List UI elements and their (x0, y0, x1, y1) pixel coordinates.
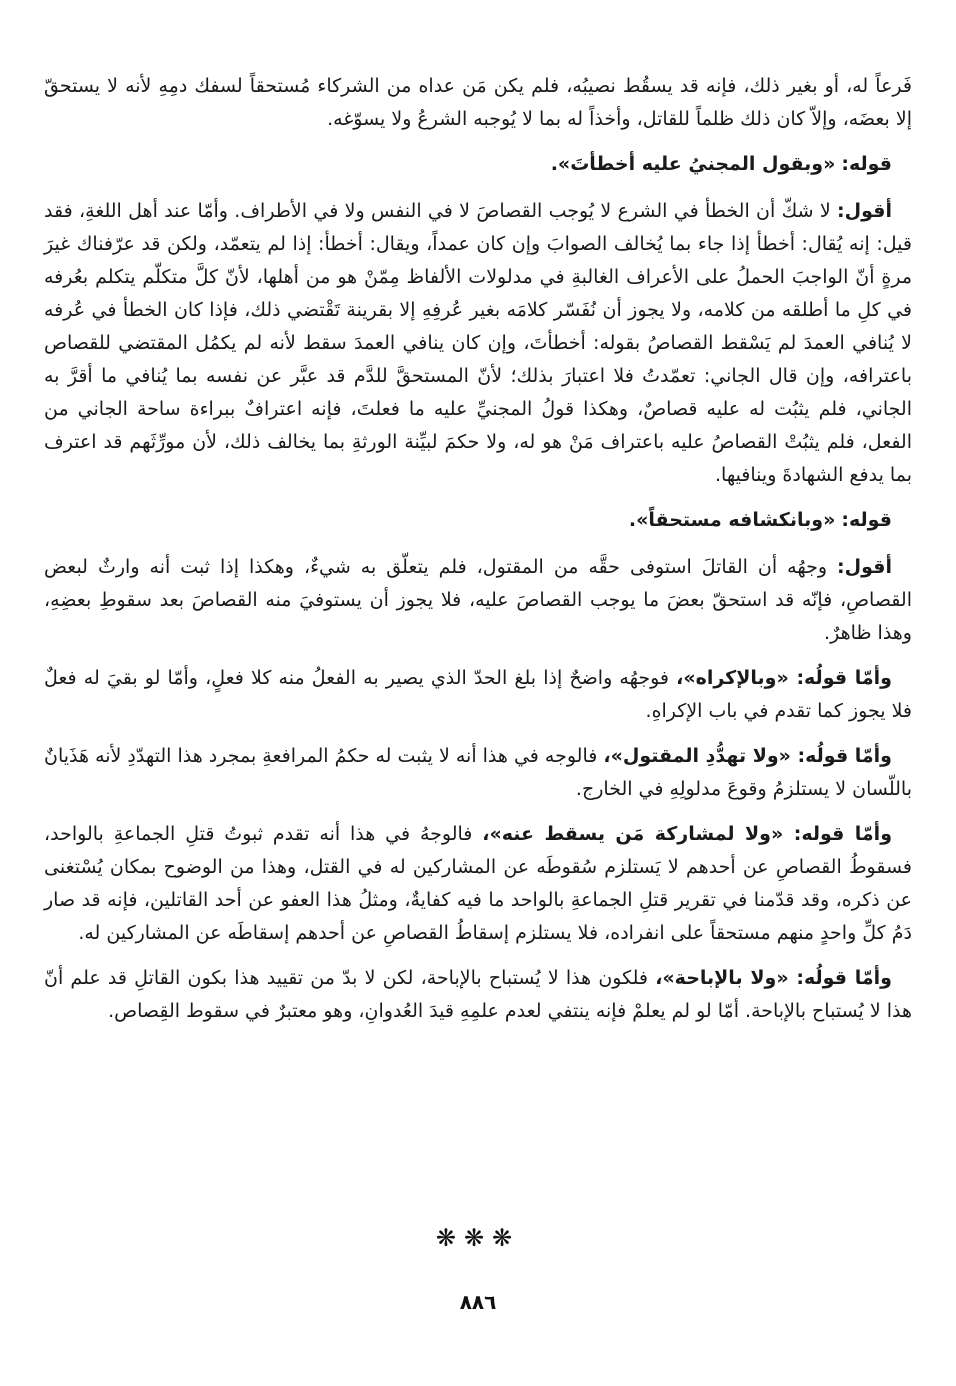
paragraph-quote: «ولا لمشاركة مَن يسقط عنه»، (482, 823, 794, 845)
paragraph-commentary-1 (44, 195, 912, 492)
paragraph-lead: وأمّا قولُه: (796, 967, 892, 989)
heading-quote: «وبانكشافه مستحقاً». (628, 509, 836, 531)
paragraph-quote: «ولا بالإباحة»، (655, 967, 797, 989)
paragraph-musharaka (44, 818, 912, 950)
paragraph-lead: وأمّا قولُه: (797, 745, 892, 767)
heading-quote: «وبقول المجنيُ عليه أخطأتَ». (550, 153, 836, 175)
paragraph-body: فوجهُه واضحٌ إذا بلغ الحدّ الذي يصير به الفعلُ منه كلا فعلٍ، وأمّا لو بقيَ له فعلٌ فلا يجوز كما تقدم في باب الإكراهِ. (44, 667, 912, 722)
ornament-divider: ❋❋❋ (435, 1224, 521, 1252)
page-text (44, 70, 912, 1040)
page-number: ٨٨٦ (459, 1290, 497, 1314)
paragraph-continuation (44, 70, 912, 136)
paragraph-ikrah (44, 662, 912, 728)
paragraph-body: فَرعاً له، أو بغير ذلك، فإنه قد يسقُط نصيبُه، فلم يكن مَن عداه من الشركاء مُستحقاً لسفك دمِهِ لأنه لا يستحقّ إلا بعضَه، وإلاّ كان ذلك ظلماً للقاتل، وأخذاً له بما لا يُوجبه الشرعُ ولا يسوّغه. (44, 75, 912, 130)
paragraph-lead: أقول: (837, 200, 892, 222)
paragraph-lead: أقول: (837, 556, 892, 578)
paragraph-quote: «ولا تهدُّدِ المقتول»، (603, 745, 798, 767)
paragraph-body: وجهُه أن القاتلَ استوفى حقَّه من المقتول، فلم يتعلّق به شيءٌ، وهكذا إذا ثبت أنه وارثٌ لبعض القصاصِ، فإنّه قد استحقّ بعضَ ما يوجب القصاصَ عليه، فلا يجوز أن يستوفيَ منه القصاصَ بعد سقوطِ بعضِهِ، وهذا ظاهرٌ. (44, 556, 912, 644)
paragraph-body: فالوجهُ في هذا أنه تقدم ثبوتُ قتلِ الجماعةِ بالواحد، فسقوطُ القصاصِ عن أحدهم لا يَستلزم سُقوطَه عن المشاركين له في القتل، وهذا من الوضوح بمكان يُسْتغنى عن ذكره، وقد قدّمنا في تقرير قتلِ الجماعةِ بالواحد ما فيه كفايةٌ، ومثلُ هذا العفو عن أحد القاتلين، فإنه قد صار دَمُ كلِّ واحدٍ منهم مستحقاً على انفراده، فلا يستلزم إسقاطُ القصاصِ عن أحدهم إسقاطَه عن المشاركين له. (44, 823, 912, 944)
heading-label: قوله: (841, 153, 892, 175)
paragraph-ibaha (44, 962, 912, 1028)
paragraph-lead: وأمّا قوله: (793, 823, 892, 845)
paragraph-commentary-2 (44, 551, 912, 650)
paragraph-lead: وأمّا قولُه: (796, 667, 892, 689)
paragraph-body: فلكون هذا لا يُستباح بالإباحة، لكن لا بدّ من تقييد هذا بكون القاتلِ قد علم أنّ هذا لا يُستباح بالإباحة. أمّا لو لم يعلمْ فإنه ينتفي لعدم علمِهِ قيدَ العُدوانِ، وهو معتبرٌ في سقوط القِصاص. (44, 967, 912, 1022)
heading-label: قوله: (841, 509, 892, 531)
paragraph-quote: «وبالإكراه»، (676, 667, 797, 689)
section-heading-1 (44, 148, 912, 181)
paragraph-body: لا شكّ أن الخطأ في الشرع لا يُوجب القصاصَ لا في النفس ولا في الأطراف. وأمّا عند أهل اللغةِ، فقد قيل: إنه يُقال: أخطأ إذا جاء بما يُخالف الصوابَ وإن كان عمداً، ويقال: أخطأ: إذا لم يتعمّد، ولكن قد عرّفناك غيرَ مرةٍ أنّ الواجبَ الحملُ على الأعراف الغالبةِ في مدلولات الألفاظ مِمّنْ هو من أهلها، لأنّ كلَّ متكلّم يتكلم بعُرفه في كلِ ما أطلقه من كلامه، ولا يجوز أن نُفَسّر كلامَه بغير عُرفِهِ إلا بقرينة تَقْتضي ذلك، فإذا كان الخطأ في عُرفه لا يُنافي العمدَ لم يَسْقط القصاصُ بقوله: أخطأتَ، وإن كان ينافي العمدَ سقط لأنه لم يكمُل المقتضي للقصاص باعترافه، وإن قال الجاني: تعمّدتُ فلا اعتبارَ بذلك؛ لأنّ المستحقَّ للدَّم قد عبَّر عن نفسه بما يُنافي ما أقرَّ به الجاني، فلم يثبُت له عليه قصاصٌ، وهكذا قولُ المجنيِّ عليه ما فعلتَ، فإنه اعترافٌ ببراءة ساحة الجاني من الفعل، فلم يثبُتْ القصاصُ عليه باعتراف مَنْ هو له، ولا حكمَ لبيِّنة الورثةِ بما يخالف ذلك، لأن مورِّثَهم قد اعترف بما يدفع الشهادةَ وينافيها. (44, 200, 912, 486)
paragraph-tahdid (44, 740, 912, 806)
section-heading-2 (44, 504, 912, 537)
paragraph-body: فالوجه في هذا أنه لا يثبت له حكمُ المرافعةِ بمجرد هذا التهدّدِ لأنه هَذَيانٌ باللّسان لا يستلزمُ وقوعَ مدلولِهِ في الخارج. (44, 745, 912, 800)
